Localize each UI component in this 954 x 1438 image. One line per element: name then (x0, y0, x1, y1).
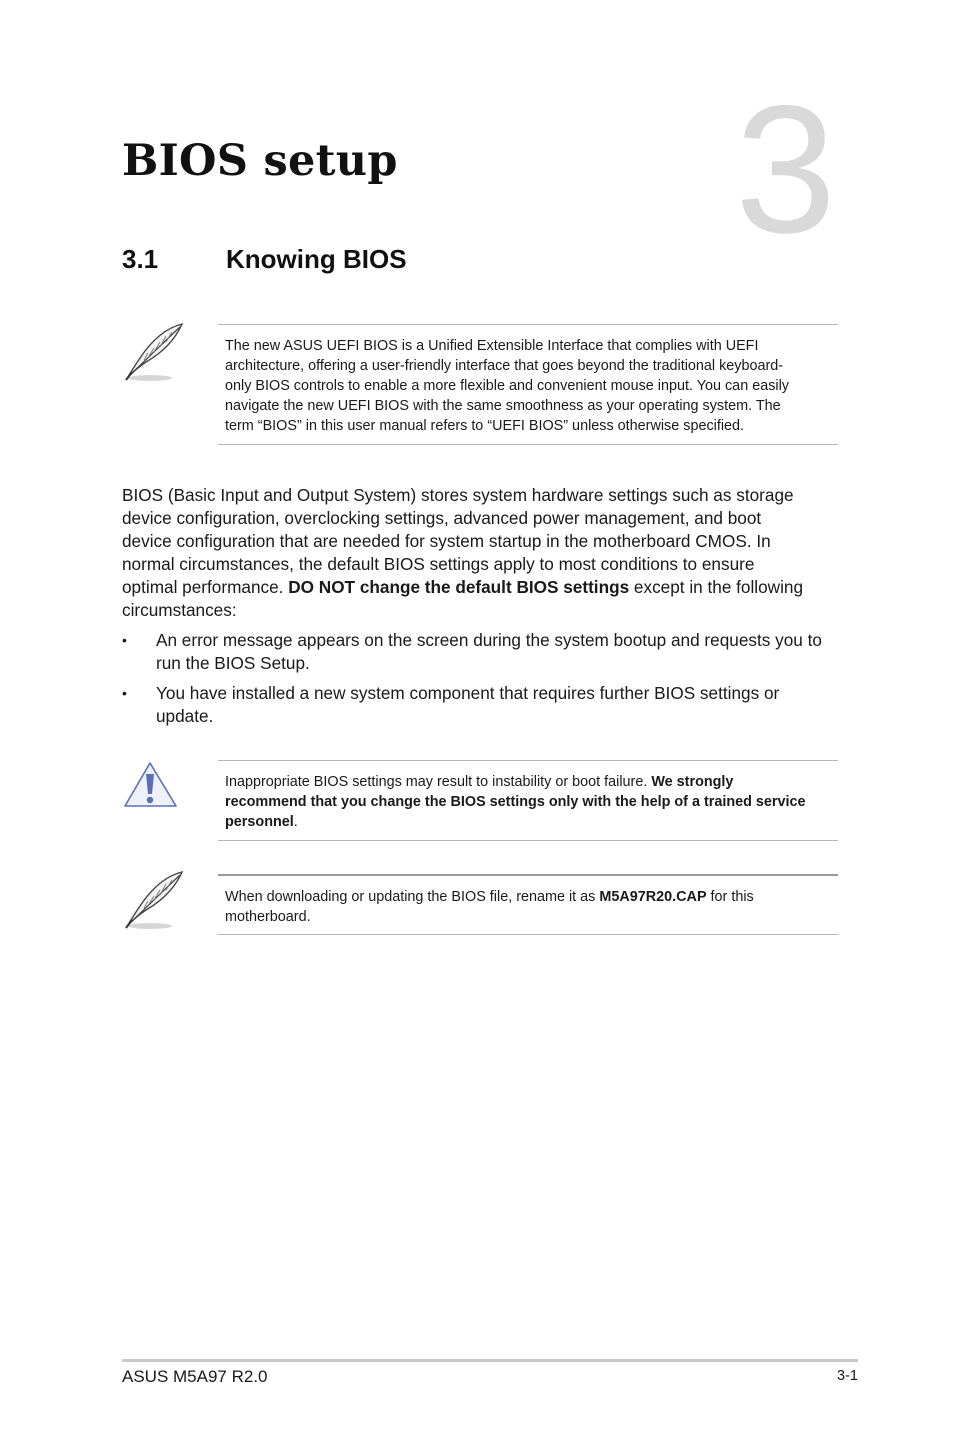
default-settings-warning: DO NOT change the default BIOS settings (288, 577, 630, 597)
section-title: Knowing BIOS (226, 244, 407, 274)
note-text: When downloading or updating the BIOS file, rename it as M5A97R20.CAP for this motherboard. (225, 889, 754, 925)
section-number: 3.1 (122, 244, 159, 274)
chapter-title: BIOS setup (122, 136, 398, 186)
warning-triangle-icon (122, 760, 180, 815)
warning-callout (218, 760, 838, 841)
note-callout (218, 324, 838, 445)
footer-product-name: ASUS M5A97 R2.0 (122, 1367, 268, 1386)
feather-pen-icon (122, 320, 188, 391)
note-text: The new ASUS UEFI BIOS is a Unified Extensible Interface that complies with UEFI architecture, offering a user-friendly interface that goes beyond the traditional keyboard- only BIOS controls to enable a more flexible and convenient mouse input. You can easily navigate the new UEFI BIOS with the same smoothness as your operating system. The term “BIOS” in this user manual refers to “UEFI BIOS” unless otherwise specified. (225, 338, 789, 434)
list-item: • An error message appears on the screen during the system bootup and requests you to run the BIOS Setup. (122, 629, 832, 675)
circumstance-list (122, 629, 832, 728)
section-heading (122, 244, 407, 275)
page-number: 3-1 (837, 1368, 858, 1384)
intro-paragraph: BIOS (Basic Input and Output System) stores system hardware settings such as storage device configuration, overclocking settings, advanced power management, and boot device configuration that are needed for system startup in the motherboard CMOS. In normal circumstances, the default BIOS settings apply to most conditions to ensure optimal performance. DO NOT change the default BIOS settings except in the following circumstances: (122, 485, 804, 620)
intro-section (122, 484, 832, 728)
chapter-number: 3 (735, 67, 837, 271)
footer-rule (122, 1359, 858, 1362)
warning-text: Inappropriate BIOS settings may result to instability or boot failure. We strongly recommend that you change the BIOS settings only with the help of a trained service personnel. (225, 774, 806, 830)
list-item: • You have installed a new system component that requires further BIOS settings or update. (122, 682, 832, 728)
note-callout (218, 874, 838, 935)
bios-filename: M5A97R20.CAP (599, 889, 707, 905)
feather-pen-icon (122, 868, 188, 939)
